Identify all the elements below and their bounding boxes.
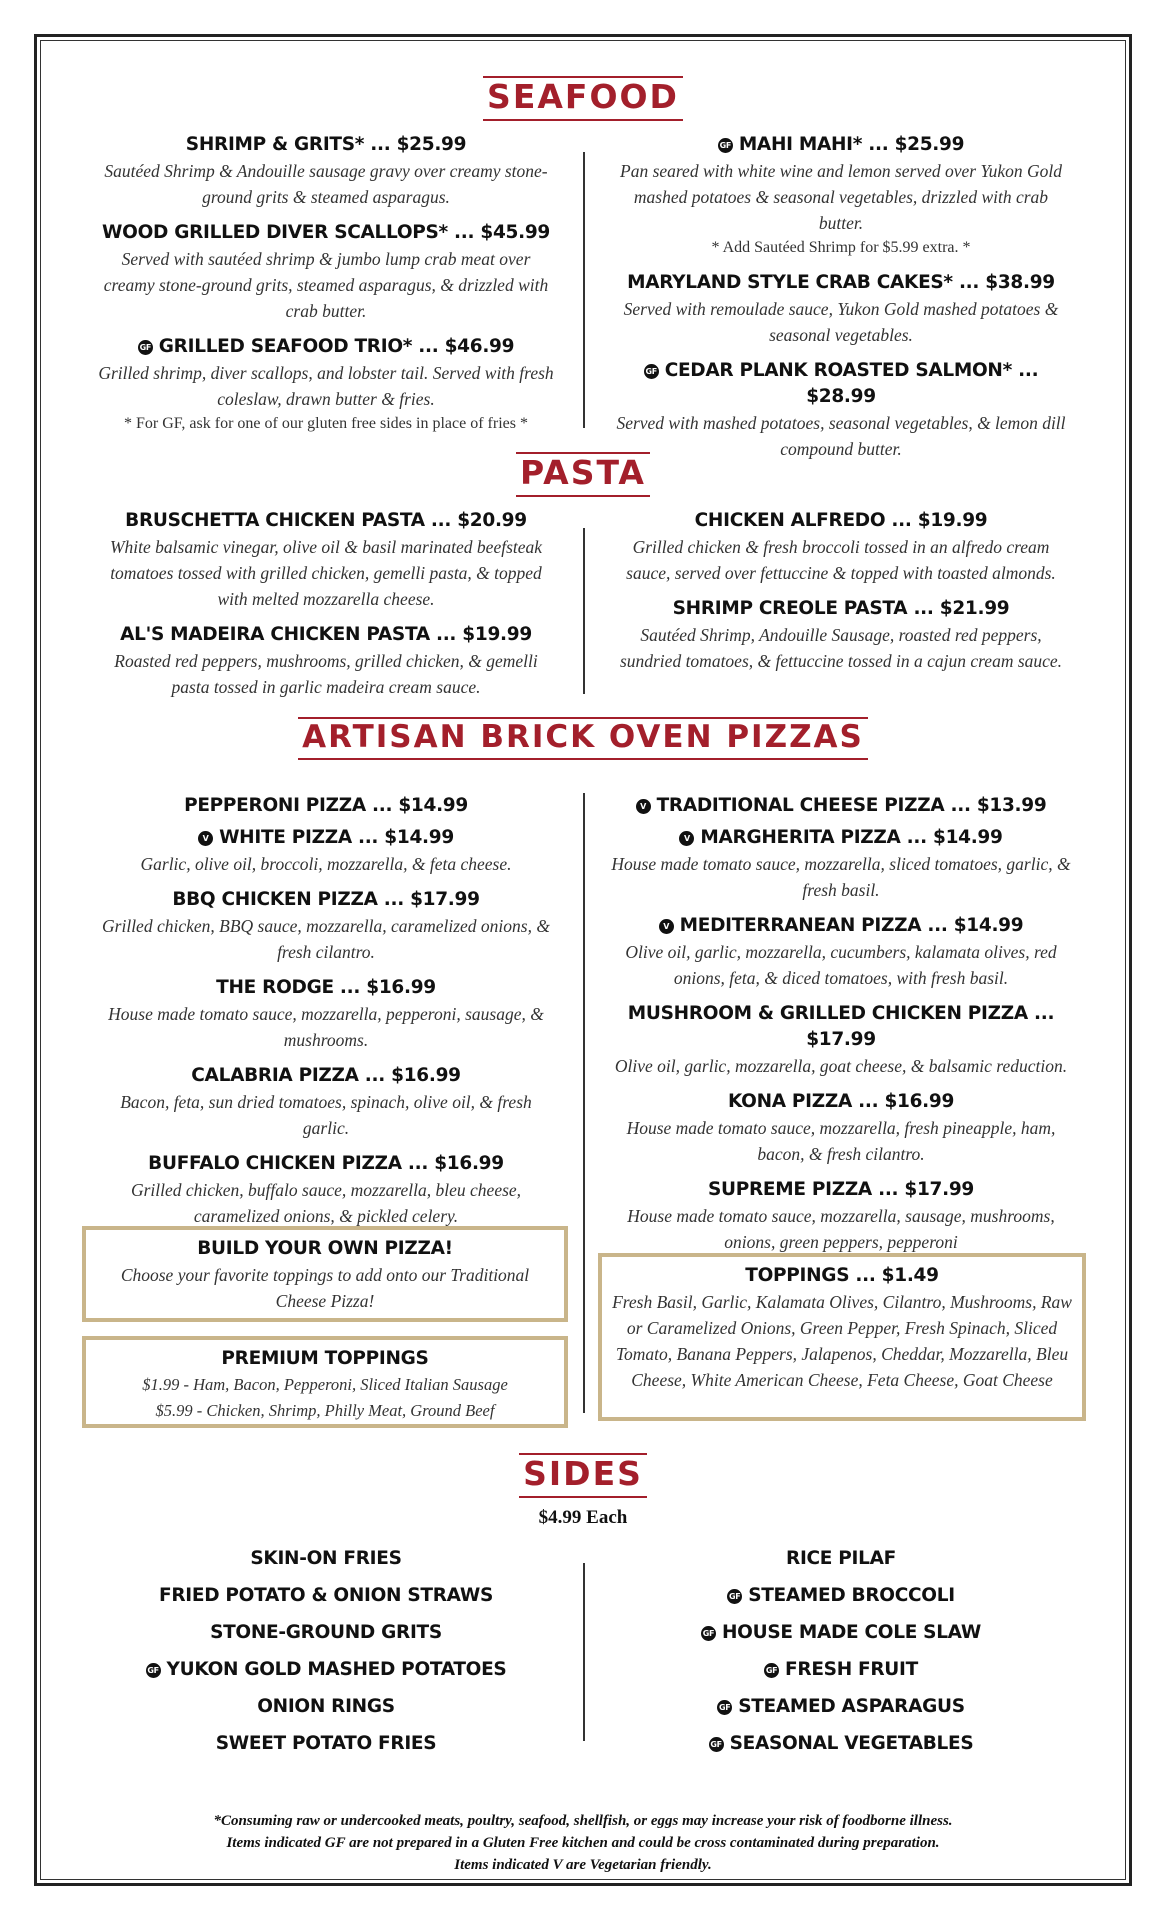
side-item: FRIED POTATO & ONION STRAWS [159,1585,493,1606]
item-title: BBQ CHICKEN PIZZA ... $17.99 [172,889,480,910]
item-description: Garlic, olive oil, broccoli, mozzarella, & feta cheese. [140,854,512,874]
menu-item [610,596,1072,674]
gluten-free-icon: GF [709,1737,724,1752]
pasta-right-column [610,508,1072,684]
item-description: Grilled chicken, buffalo sauce, mozzarella, bleu cheese, caramelized onions, & pickled celery. [130,1180,522,1226]
menu-item [95,1151,557,1229]
box-line: $1.99 - Ham, Bacon, Pepperoni, Sliced Italian Sausage [142,1375,508,1394]
item-description: Grilled chicken, BBQ sauce, mozzarella, caramelized onions, & fresh cilantro. [102,916,550,962]
pasta-heading [0,452,1166,497]
item-title: MARYLAND STYLE CRAB CAKES* ... $38.99 [627,272,1055,293]
vegetarian-icon: V [659,919,674,934]
box-description: Choose your favorite toppings to add onto our Traditional Cheese Pizza! [120,1265,530,1311]
box-title: PREMIUM TOPPINGS [221,1348,429,1369]
item-title: THE RODGE ... $16.99 [216,977,436,998]
seafood-heading-text: SEAFOOD [483,76,683,121]
gluten-free-icon: GF [138,340,153,355]
item-description: Served with sautéed shrimp & jumbo lump crab meat over creamy stone-ground grits, steamed asparagus, & drizzled with crab butter. [103,249,549,321]
box-line: $5.99 - Chicken, Shrimp, Philly Meat, Ground Beef [155,1401,495,1420]
pizza-divider [583,793,585,1413]
seafood-left-column [95,132,557,446]
vegetarian-icon: V [198,831,213,846]
item-note: * For GF, ask for one of our gluten free sides in place of fries * [124,415,528,432]
item-title: CHICKEN ALFREDO ... $19.99 [694,510,988,531]
side-item: GF YUKON GOLD MASHED POTATOES [147,1659,507,1680]
item-title: V MARGHERITA PIZZA ... $14.99 [610,825,1072,851]
side-item: SWEET POTATO FRIES [215,1733,437,1754]
side-item: STONE-GROUND GRITS [210,1622,442,1643]
item-description: House made tomato sauce, mozzarella, sausage, mushrooms, onions, green peppers, pepperoni [627,1206,1055,1252]
item-title: V MEDITERRANEAN PIZZA ... $14.99 [610,913,1072,939]
item-description: Served with remoulade sauce, Yukon Gold mashed potatoes & seasonal vegetables. [623,299,1059,345]
item-title: KONA PIZZA ... $16.99 [727,1091,955,1112]
item-description: House made tomato sauce, mozzarella, pepperoni, sausage, & mushrooms. [108,1004,544,1050]
side-item: GF FRESH FRUIT [765,1659,918,1680]
menu-item [95,975,557,1053]
box-description: Fresh Basil, Garlic, Kalamata Olives, Cilantro, Mushrooms, Raw or Caramelized Onions, Green Pepper, Fresh Spinach, Sliced Tomato, Banana Peppers, Jalapenos, Cheddar, Mozzarella, Bleu Cheese, White American Cheese, Feta Cheese, Goat Cheese [612,1292,1072,1390]
menu-item [95,1063,557,1141]
build-your-own-box [82,1226,568,1322]
sides-right-column [610,1540,1072,1762]
gluten-free-icon: GF [644,364,659,379]
sides-left-column [95,1540,557,1762]
item-description: Served with mashed potatoes, seasonal vegetables, & lemon dill compound butter. [616,413,1066,459]
item-title: GF MAHI MAHI* ... $25.99 [719,134,965,155]
menu-item [95,622,557,700]
side-item: SKIN-ON FRIES [250,1548,402,1569]
sides-divider [583,1563,585,1741]
pizza-right-column [610,793,1072,1265]
side-item: GF STEAMED ASPARAGUS [719,1696,965,1717]
item-title: BRUSCHETTA CHICKEN PASTA ... $20.99 [125,510,527,531]
item-description: Grilled shrimp, diver scallops, and lobster tail. Served with fresh coleslaw, drawn butter & fries. [98,363,554,409]
item-description: Olive oil, garlic, mozzarella, cucumbers, kalamata olives, red onions, feta, & diced tomatoes, with fresh basil. [625,942,1057,988]
item-title: CALABRIA PIZZA ... $16.99 [191,1065,461,1086]
gluten-free-icon: GF [717,1700,732,1715]
item-title: WOOD GRILLED DIVER SCALLOPS* ... $45.99 [102,222,550,243]
item-description: Bacon, feta, sun dried tomatoes, spinach, olive oil, & fresh garlic. [120,1092,532,1138]
item-title: GF CEDAR PLANK ROASTED SALMON* ... $28.99 [645,360,1039,407]
gluten-free-icon: GF [727,1589,742,1604]
seafood-heading [0,76,1166,121]
menu-item [95,887,557,965]
item-description: Roasted red peppers, mushrooms, grilled chicken, & gemelli pasta tossed in garlic madeira cream sauce. [114,651,538,697]
seafood-divider [583,152,585,428]
pizza-heading [0,717,1166,760]
side-item: GF STEAMED BROCCOLI [728,1585,955,1606]
menu-item [610,508,1072,586]
vegetarian-icon: V [679,831,694,846]
menu-item [610,270,1072,348]
item-title: GF GRILLED SEAFOOD TRIO* ... $46.99 [139,336,515,357]
box-title: BUILD YOUR OWN PIZZA! [197,1238,453,1259]
menu-item [95,220,557,324]
footer-line: *Consuming raw or undercooked meats, poultry, seafood, shellfish, or eggs may increase your risk of foodborne illness. [213,1813,953,1829]
gluten-free-icon: GF [146,1663,161,1678]
item-description: White balsamic vinegar, olive oil & basil marinated beefsteak tomatoes tossed with grilled chicken, gemelli pasta, & topped with melted mozzarella cheese. [109,537,543,609]
item-description: House made tomato sauce, mozzarella, sliced tomatoes, garlic, & fresh basil. [611,854,1071,900]
pizza-heading-text: ARTISAN BRICK OVEN PIZZAS [298,717,868,760]
item-description: Pan seared with white wine and lemon served over Yukon Gold mashed potatoes & seasonal vegetables, drizzled with crab butter. [620,161,1062,233]
side-item: RICE PILAF [786,1548,896,1569]
sides-price: $4.99 Each [538,1507,628,1528]
pasta-divider [583,528,585,694]
menu-item [95,825,557,877]
item-title: AL'S MADEIRA CHICKEN PASTA ... $19.99 [120,624,532,645]
sides-heading-text: SIDES [519,1453,647,1498]
menu-item [95,132,557,210]
footer-line: Items indicated V are Vegetarian friendly. [454,1857,712,1873]
menu-item [95,508,557,612]
toppings-box [598,1253,1086,1421]
menu-item [610,1177,1072,1255]
item-title: BUFFALO CHICKEN PIZZA ... $16.99 [148,1153,504,1174]
pizza-left-column [95,793,557,1239]
item-description: Grilled chicken & fresh broccoli tossed in an alfredo cream sauce, served over fettuccine & topped with toasted almonds. [626,537,1056,583]
pasta-heading-text: PASTA [516,452,650,497]
menu-item [610,358,1072,462]
menu-item [610,1089,1072,1167]
item-title: MUSHROOM & GRILLED CHICKEN PIZZA ... $17.99 [627,1003,1055,1050]
vegetarian-icon: V [636,799,651,814]
item-description: Sautéed Shrimp & Andouille sausage gravy over creamy stone-ground grits & steamed asparagus. [104,161,548,207]
menu-item [610,132,1072,260]
box-title: TOPPINGS ... $1.49 [745,1265,939,1286]
sides-heading [0,1453,1166,1498]
item-title: V WHITE PIZZA ... $14.99 [95,825,557,851]
menu-item [610,825,1072,903]
gluten-free-icon: GF [764,1663,779,1678]
footer-line: Items indicated GF are not prepared in a Gluten Free kitchen and could be cross contaminated during preparation. [226,1835,940,1851]
gluten-free-icon: GF [718,138,733,153]
item-title: SHRIMP CREOLE PASTA ... $21.99 [672,598,1010,619]
pasta-left-column [95,508,557,710]
item-description: Olive oil, garlic, mozzarella, goat cheese, & balsamic reduction. [614,1056,1068,1076]
menu-item [95,793,557,819]
menu-item [610,793,1072,819]
gluten-free-icon: GF [701,1626,716,1641]
item-title: SUPREME PIZZA ... $17.99 [707,1179,975,1200]
item-title: PEPPERONI PIZZA ... $14.99 [184,795,468,816]
side-item: GF SEASONAL VEGETABLES [710,1733,974,1754]
side-item: GF HOUSE MADE COLE SLAW [702,1622,981,1643]
menu-item [610,913,1072,991]
footer-disclaimer [0,1810,1166,1876]
item-note: * Add Sautéed Shrimp for $5.99 extra. * [711,239,971,256]
item-title: V TRADITIONAL CHEESE PIZZA ... $13.99 [610,793,1072,819]
seafood-right-column [610,132,1072,472]
item-description: House made tomato sauce, mozzarella, fresh pineapple, ham, bacon, & fresh cilantro. [626,1118,1056,1164]
side-item: ONION RINGS [257,1696,395,1717]
item-title: SHRIMP & GRITS* ... $25.99 [185,134,467,155]
menu-item [610,1001,1072,1079]
menu-item [95,334,557,436]
item-description: Sautéed Shrimp, Andouille Sausage, roasted red peppers, sundried tomatoes, & fettuccine tossed in a cajun cream sauce. [619,625,1063,671]
premium-toppings-box [82,1336,568,1428]
